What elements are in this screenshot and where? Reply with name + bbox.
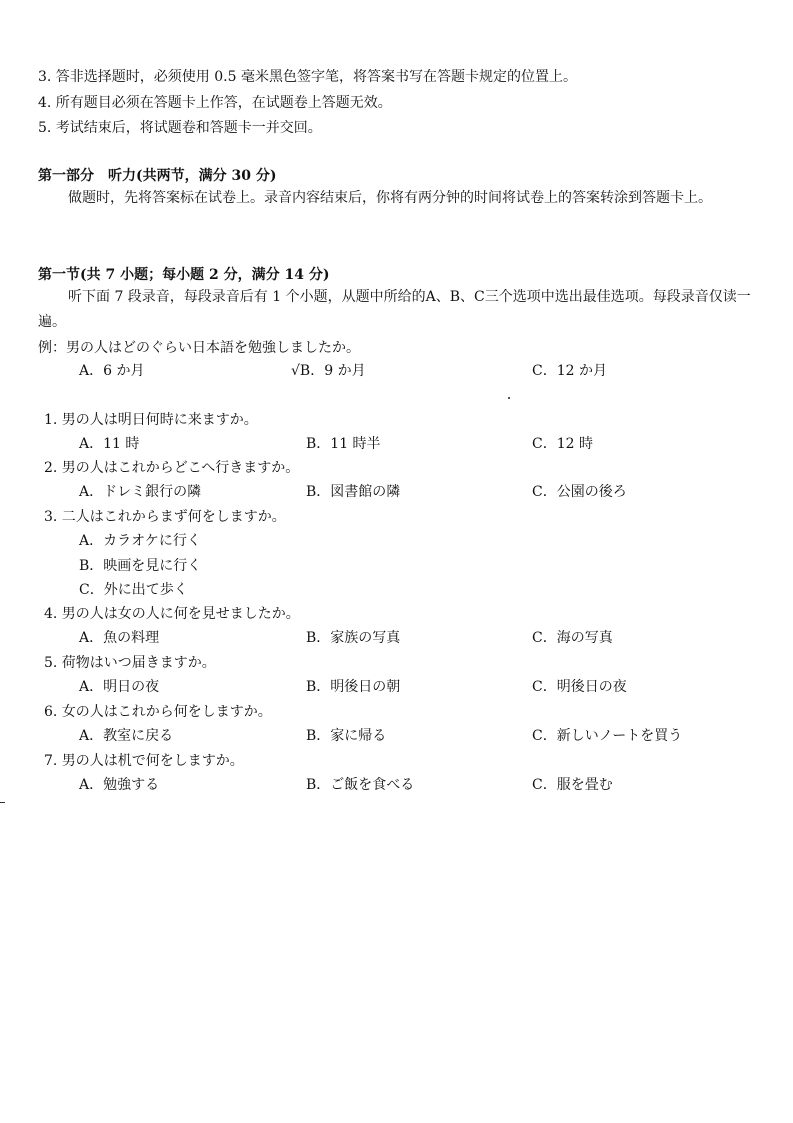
q4-option-b: B．家族の写真 bbox=[306, 630, 401, 646]
q2-option-c: C．公園の後ろ bbox=[532, 484, 627, 500]
part1-heading: 第一部分 听力(共两节，满分 30 分) bbox=[38, 168, 277, 184]
q1-option-a: A．11 時 bbox=[79, 436, 140, 452]
q1-option-c: C．12 時 bbox=[532, 436, 593, 452]
q7-option-c: C．服を畳む bbox=[532, 777, 613, 793]
q6-option-b: B．家に帰る bbox=[306, 728, 387, 744]
margin-mark bbox=[0, 802, 5, 803]
section1-heading: 第一节(共 7 小题；每小题 2 分，满分 14 分) bbox=[38, 267, 330, 283]
part1-intro: 做题时，先将答案标在试卷上。录音内容结束后，你将有两分钟的时间将试卷上的答案转涂到答题卡上。 bbox=[68, 190, 712, 206]
example-option-a: A．6 か月 bbox=[79, 363, 145, 379]
q3-option-b: B．映画を見に行く bbox=[79, 558, 202, 574]
q6-option-c: C．新しいノートを買う bbox=[532, 728, 683, 744]
q5-option-c: C．明後日の夜 bbox=[532, 679, 627, 695]
section1-intro: 听下面 7 段录音，每段录音后有 1 个小题，从题中所给的A、B、C三个选项中选出最佳选项。每段录音仅读一遍。 bbox=[38, 289, 751, 330]
q3-option-c: C．外に出て歩く bbox=[79, 582, 188, 598]
q4-option-c: C．海の写真 bbox=[532, 630, 613, 646]
question-6: 6. 女の人はこれから何をしますか。 bbox=[44, 704, 272, 720]
q5-option-a: A．明日の夜 bbox=[79, 679, 160, 695]
scan-speck bbox=[508, 397, 510, 399]
q6-option-a: A．教室に戻る bbox=[79, 728, 174, 744]
q5-option-b: B．明後日の朝 bbox=[306, 679, 401, 695]
instruction-4: 4. 所有题目必须在答题卡上作答，在试题卷上答题无效。 bbox=[38, 95, 392, 111]
question-4: 4. 男の人は女の人に何を見せましたか。 bbox=[44, 606, 300, 622]
q7-option-a: A．勉強する bbox=[79, 777, 160, 793]
example-question: 例：男の人はどのぐらい日本語を勉強しましたか。 bbox=[38, 340, 360, 356]
question-7: 7. 男の人は机で何をしますか。 bbox=[44, 753, 244, 769]
question-2: 2. 男の人はこれからどこへ行きますか。 bbox=[44, 460, 300, 476]
question-1: 1. 男の人は明日何時に来ますか。 bbox=[44, 412, 258, 428]
q7-option-b: B．ご飯を食べる bbox=[306, 777, 415, 793]
q2-option-b: B．図書館の隣 bbox=[306, 484, 401, 500]
example-option-c: C．12 か月 bbox=[532, 363, 607, 379]
question-5: 5. 荷物はいつ届きますか。 bbox=[44, 655, 216, 671]
example-option-b: √B．9 か月 bbox=[291, 363, 366, 379]
q1-option-b: B．11 時半 bbox=[306, 436, 381, 452]
q3-option-a: A．カラオケに行く bbox=[79, 533, 201, 549]
q2-option-a: A．ドレミ銀行の隣 bbox=[79, 484, 202, 500]
question-3: 3. 二人はこれからまず何をしますか。 bbox=[44, 509, 286, 525]
q4-option-a: A．魚の料理 bbox=[79, 630, 160, 646]
instruction-3: 3. 答非选择题时，必须使用 0.5 毫米黑色签字笔，将答案书写在答题卡规定的位置上。 bbox=[38, 69, 577, 85]
instruction-5: 5. 考试结束后，将试题卷和答题卡一并交回。 bbox=[38, 120, 322, 136]
